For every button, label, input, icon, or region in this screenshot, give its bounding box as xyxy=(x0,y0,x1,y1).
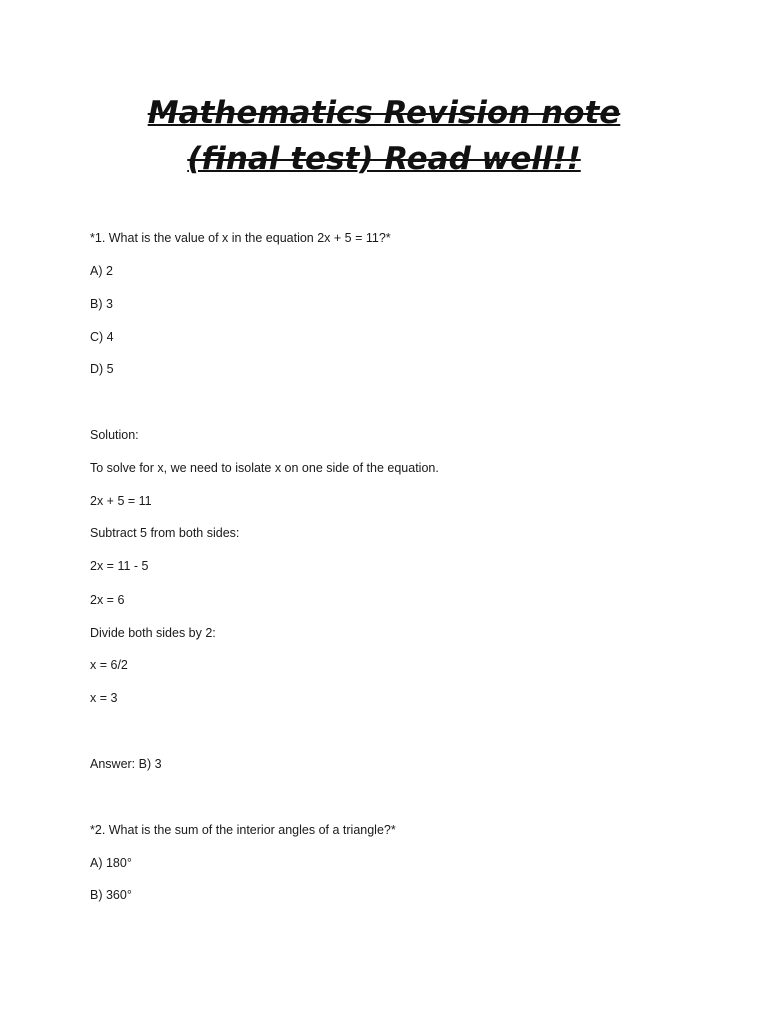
solution-1-step: 2x = 6 xyxy=(90,593,125,607)
solution-1-step: Subtract 5 from both sides: xyxy=(90,526,240,540)
answer-1: Answer: B) 3 xyxy=(90,757,162,771)
question-1-option-b: B) 3 xyxy=(90,297,113,311)
solution-1-step: 2x = 11 - 5 xyxy=(90,559,149,573)
document-title-line-1: Mathematics Revision note xyxy=(147,95,621,131)
solution-1-step: Divide both sides by 2: xyxy=(90,626,216,640)
document-title-line-2: (final test) Read well!! xyxy=(187,141,581,177)
solution-1-heading: Solution: xyxy=(90,428,139,442)
question-1-text: *1. What is the value of x in the equation 2x + 5 = 11?* xyxy=(90,231,391,245)
solution-1-step: 2x + 5 = 11 xyxy=(90,494,152,508)
question-2-option-a: A) 180° xyxy=(90,856,132,870)
solution-1-step: x = 3 xyxy=(90,691,118,705)
question-2-option-b: B) 360° xyxy=(90,888,132,902)
solution-1-step: x = 6/2 xyxy=(90,658,128,672)
question-1-option-d: D) 5 xyxy=(90,362,114,376)
solution-1-step: To solve for x, we need to isolate x on one side of the equation. xyxy=(90,461,439,475)
question-1-option-a: A) 2 xyxy=(90,264,113,278)
question-2-text: *2. What is the sum of the interior angles of a triangle?* xyxy=(90,823,396,837)
question-1-option-c: C) 4 xyxy=(90,330,114,344)
